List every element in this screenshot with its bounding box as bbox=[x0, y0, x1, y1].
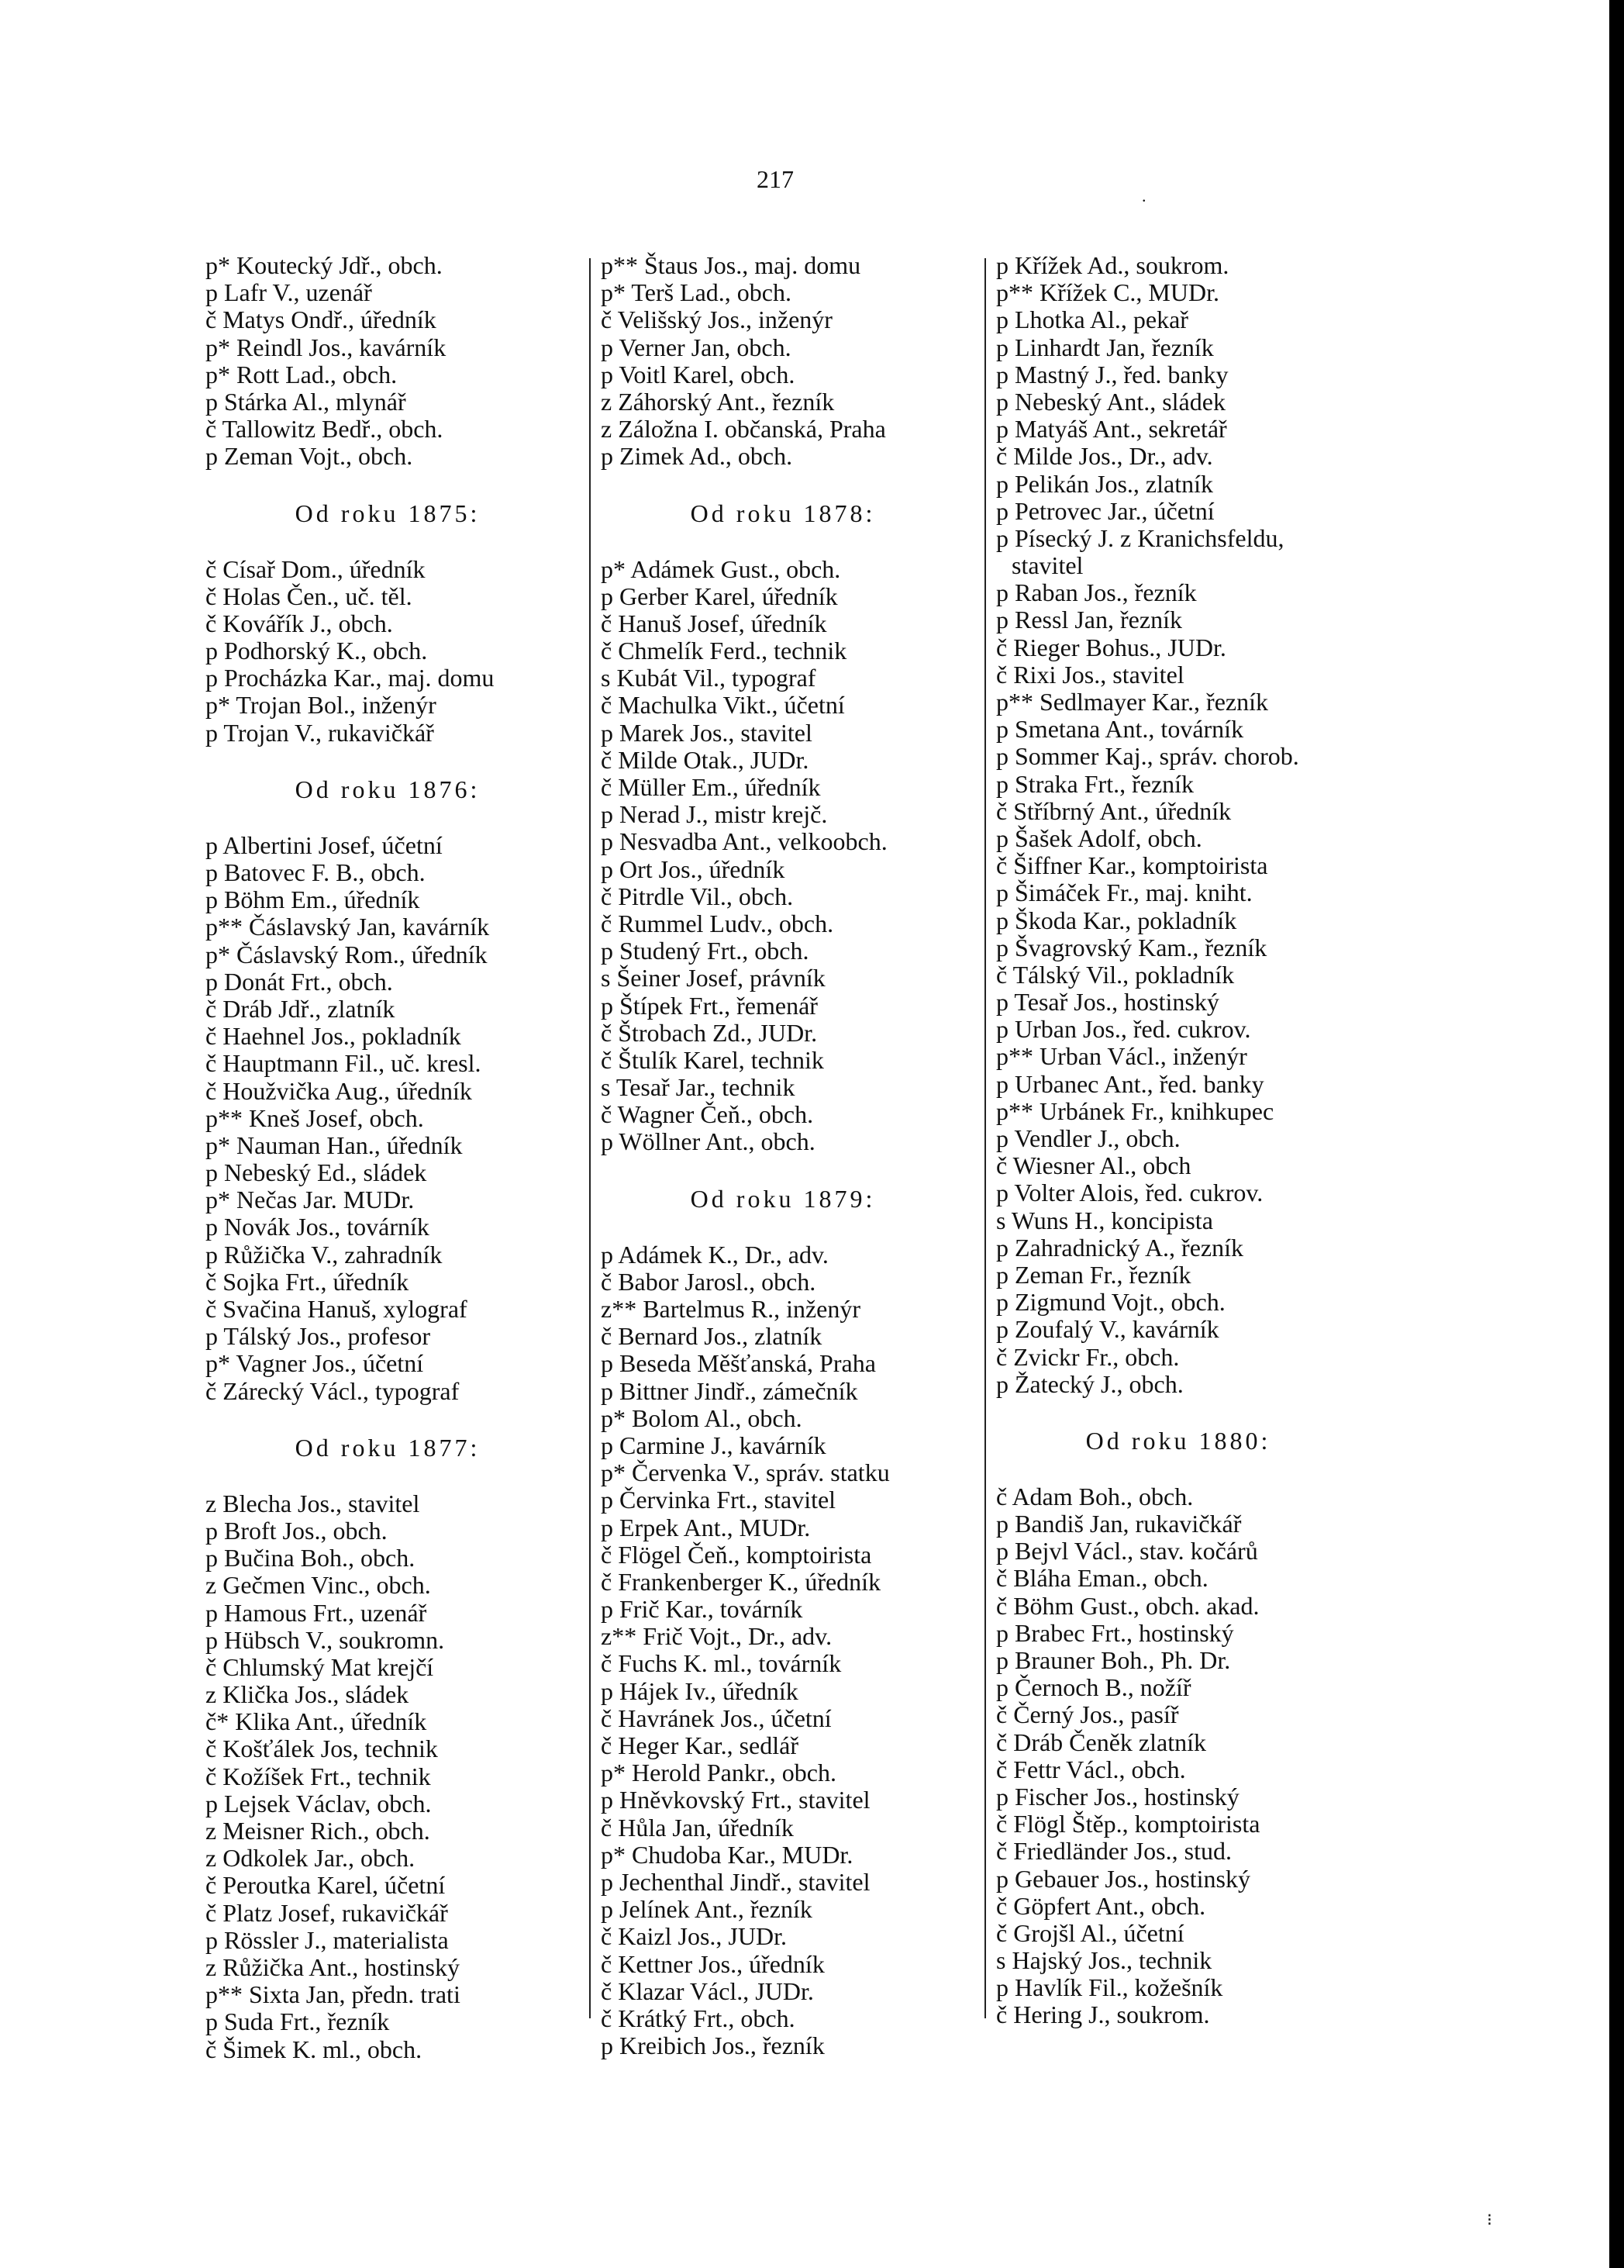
register-entry: z Růžička Ant., hostinský bbox=[205, 1952, 460, 1981]
register-entry: č Göpfert Ant., obch. bbox=[996, 1891, 1206, 1920]
register-entry: p Fischer Jos., hostinský bbox=[996, 1782, 1240, 1811]
register-entry: p* Chudoba Kar., MUDr. bbox=[601, 1840, 853, 1869]
section-heading: Od roku 1876: bbox=[295, 775, 481, 803]
register-entry: p Mastný J., řed. banky bbox=[996, 360, 1229, 388]
register-entry: č Kettner Jos., úředník bbox=[601, 1949, 825, 1978]
register-entry: č Adam Boh., obch. bbox=[996, 1482, 1194, 1510]
register-entry: č Havránek Jos., účetní bbox=[601, 1704, 832, 1732]
register-entry: č Hering J., soukrom. bbox=[996, 2000, 1210, 2029]
register-entry: p** Křížek C., MUDr. bbox=[996, 278, 1219, 307]
register-entry: č Dráb Jdř., zlatník bbox=[205, 994, 395, 1023]
register-entry: p** Urbánek Fr., knihkupec bbox=[996, 1096, 1274, 1125]
register-entry: p Hájek Iv., úředník bbox=[601, 1676, 798, 1705]
register-entry: p Verner Jan, obch. bbox=[601, 333, 791, 361]
register-entry: s Kubát Vil., typograf bbox=[601, 664, 816, 692]
register-entry: č Rixi Jos., stavitel bbox=[996, 660, 1184, 689]
register-entry: p* Rott Lad., obch. bbox=[205, 360, 398, 388]
register-entry: p Žatecký J., obch. bbox=[996, 1369, 1184, 1398]
register-entry: p Studený Frt., obch. bbox=[601, 937, 809, 965]
register-entry: p Ort Jos., úředník bbox=[601, 854, 785, 883]
register-entry: p Černoch B., nožíř bbox=[996, 1673, 1191, 1702]
register-entry: p Zimek Ad., obch. bbox=[601, 442, 793, 471]
register-entry: p Straka Frt., řezník bbox=[996, 769, 1195, 798]
register-entry: p Trojan V., rukavičkář bbox=[205, 718, 434, 747]
register-entry: p Suda Frt., řezník bbox=[205, 2007, 390, 2036]
register-entry: p Marek Jos., stavitel bbox=[601, 718, 812, 747]
register-entry: z Záhorský Ant., řezník bbox=[601, 387, 835, 416]
register-entry: č Milde Jos., Dr., adv. bbox=[996, 442, 1213, 471]
register-entry: č Böhm Gust., obch. akad. bbox=[996, 1591, 1260, 1620]
register-entry: č Machulka Vikt., účetní bbox=[601, 691, 845, 720]
register-entry: p** Štaus Jos., maj. domu bbox=[601, 251, 861, 279]
register-entry: z Meisner Rich., obch. bbox=[205, 1817, 430, 1845]
section-heading: Od roku 1880: bbox=[1085, 1426, 1271, 1455]
register-entry: č Kovářík J., obch. bbox=[205, 609, 393, 637]
register-entry: p Raban Jos., řezník bbox=[996, 578, 1197, 607]
register-entry: p Červinka Frt., stavitel bbox=[601, 1486, 836, 1514]
register-entry: č Císař Dom., úředník bbox=[205, 554, 426, 583]
register-entry: č Šiffner Kar., komptoirista bbox=[996, 851, 1268, 880]
register-entry: č Hůla Jan, úředník bbox=[601, 1813, 794, 1842]
register-entry: z Klička Jos., sládek bbox=[205, 1680, 409, 1709]
column-1 bbox=[205, 252, 570, 2063]
register-entry: č Kaizl Jos., JUDr. bbox=[601, 1922, 787, 1951]
register-entry: p Nesvadba Ant., velkoobch. bbox=[601, 827, 888, 856]
register-entry: z** Frič Vojt., Dr., adv. bbox=[601, 1622, 833, 1651]
register-entry: p Wöllner Ant., obch. bbox=[601, 1127, 815, 1156]
column-3 bbox=[996, 252, 1360, 2029]
register-entry: p* Nauman Han., úředník bbox=[205, 1131, 463, 1159]
register-entry: p Šimáček Fr., maj. kniht. bbox=[996, 879, 1253, 907]
register-entry: p Petrovec Jar., účetní bbox=[996, 496, 1215, 525]
register-entry: p Stárka Al., mlynář bbox=[205, 387, 406, 416]
register-entry: p** Kneš Josef, obch. bbox=[205, 1103, 424, 1132]
register-entry: č Wiesner Al., obch bbox=[996, 1151, 1191, 1180]
register-entry: p* Vagner Jos., účetní bbox=[205, 1349, 424, 1378]
register-entry: p Písecký J. z Kranichsfeldu, bbox=[996, 523, 1284, 552]
register-entry: p Nebeský Ed., sládek bbox=[205, 1158, 427, 1187]
register-entry: p Hamous Frt., uzenář bbox=[205, 1598, 427, 1627]
register-entry: č Matys Ondř., úředník bbox=[205, 306, 436, 334]
register-entry: p** Sedlmayer Kar., řezník bbox=[996, 688, 1268, 716]
register-entry: p* Koutecký Jdř., obch. bbox=[205, 251, 443, 279]
register-entry: č Rieger Bohus., JUDr. bbox=[996, 633, 1226, 661]
margin-mark: ⁝ bbox=[1487, 2210, 1492, 2229]
register-entry: p Hněvkovský Frt., stavitel bbox=[601, 1786, 871, 1814]
register-entry: z Odkolek Jar., obch. bbox=[205, 1844, 415, 1873]
register-entry: č Holas Čen., uč. těl. bbox=[205, 582, 412, 610]
register-entry: p Smetana Ant., továrník bbox=[996, 715, 1244, 744]
register-entry: č Bláha Eman., obch. bbox=[996, 1564, 1209, 1593]
register-entry: p Švagrovský Kam., řezník bbox=[996, 933, 1267, 961]
register-entry: p Havlík Fil., kožešník bbox=[996, 1973, 1223, 2002]
register-entry: č Flögel Čeň., komptoirista bbox=[601, 1540, 872, 1569]
register-entry: p** Čáslavský Jan, kavárník bbox=[205, 913, 490, 941]
register-entry: s Hajský Jos., technik bbox=[996, 1946, 1212, 1975]
register-entry: p Vendler J., obch. bbox=[996, 1124, 1181, 1152]
register-entry: č Heger Kar., sedlář bbox=[601, 1731, 798, 1759]
register-entry: p Šašek Adolf, obch. bbox=[996, 823, 1202, 852]
register-entry: p* Bolom Al., obch. bbox=[601, 1403, 802, 1432]
register-entry: p** Sixta Jan, předn. trati bbox=[205, 1980, 460, 2009]
register-entry: č Milde Otak., JUDr. bbox=[601, 745, 809, 774]
register-entry: č Rummel Ludv., obch. bbox=[601, 909, 834, 937]
column-divider bbox=[984, 258, 986, 2018]
register-entry: s Šeiner Josef, právník bbox=[601, 964, 826, 992]
register-entry: s Wuns H., koncipista bbox=[996, 1206, 1213, 1234]
register-entry: č Müller Em., úředník bbox=[601, 773, 821, 801]
register-entry: č Krátký Frt., obch. bbox=[601, 2004, 795, 2032]
register-entry: p Podhorský K., obch. bbox=[205, 637, 428, 665]
register-entry: p* Čáslavský Rom., úředník bbox=[205, 940, 488, 968]
register-entry: p Frič Kar., továrník bbox=[601, 1595, 803, 1624]
register-entry: p Erpek Ant., MUDr. bbox=[601, 1513, 811, 1541]
register-entry: č Zárecký Václ., typograf bbox=[205, 1376, 460, 1405]
register-entry: p Brabec Frt., hostinský bbox=[996, 1618, 1234, 1647]
register-entry: p Nerad J., mistr krejč. bbox=[601, 800, 828, 829]
register-entry: č Tallowitz Bedř., obch. bbox=[205, 415, 443, 444]
register-entry: p** Urban Václ., inženýr bbox=[996, 1042, 1247, 1071]
register-entry: p Carmine J., kavárník bbox=[601, 1431, 826, 1459]
column-divider bbox=[589, 258, 591, 2018]
register-entry: p Albertini Josef, účetní bbox=[205, 830, 443, 859]
register-entry: č Klazar Václ., JUDr. bbox=[601, 1976, 814, 2005]
register-entry: č Tálský Vil., pokladník bbox=[996, 960, 1235, 989]
register-entry: p* Červenka V., správ. statku bbox=[601, 1458, 890, 1487]
register-entry: č Sojka Frt., úředník bbox=[205, 1267, 409, 1296]
register-entry: p Batovec F. B., obch. bbox=[205, 858, 426, 886]
register-entry: č Pitrdle Vil., obch. bbox=[601, 882, 794, 910]
register-entry: p Lafr V., uzenář bbox=[205, 278, 372, 307]
register-entry: p Böhm Em., úředník bbox=[205, 885, 420, 914]
register-entry: p Zoufalý V., kavárník bbox=[996, 1315, 1219, 1344]
register-entry: p Jelínek Ant., řezník bbox=[601, 1895, 812, 1924]
register-entry: p Tálský Jos., profesor bbox=[205, 1322, 431, 1351]
register-entry: p* Herold Pankr., obch. bbox=[601, 1759, 836, 1787]
register-entry: č Zvickr Fr., obch. bbox=[996, 1342, 1180, 1371]
register-entry: p Volter Alois, řed. cukrov. bbox=[996, 1179, 1264, 1207]
register-entry: p Tesař Jos., hostinský bbox=[996, 988, 1219, 1017]
register-entry: z** Bartelmus R., inženýr bbox=[601, 1295, 861, 1323]
register-entry: z Blecha Jos., stavitel bbox=[205, 1489, 420, 1517]
register-entry: p Ressl Jan, řezník bbox=[996, 606, 1182, 634]
register-entry: p Bandiš Jan, rukavičkář bbox=[996, 1510, 1242, 1538]
stray-mark: . bbox=[1142, 186, 1146, 205]
register-entry: p Zahradnický A., řezník bbox=[996, 1233, 1243, 1262]
section-heading: Od roku 1878: bbox=[690, 499, 876, 527]
register-entry: č Šimek K. ml., obch. bbox=[205, 2035, 422, 2063]
register-entry: č Wagner Čeň., obch. bbox=[601, 1100, 814, 1129]
register-entry: p Bučina Boh., obch. bbox=[205, 1544, 415, 1572]
register-entry: p Urban Jos., řed. cukrov. bbox=[996, 1015, 1251, 1044]
register-entry: p Voitl Karel, obch. bbox=[601, 360, 795, 388]
register-entry: č Peroutka Karel, účetní bbox=[205, 1871, 446, 1900]
register-entry: č Dráb Čeněk zlatník bbox=[996, 1728, 1206, 1756]
register-entry: č Bernard Jos., zlatník bbox=[601, 1322, 822, 1351]
register-entry: p Bittner Jindř., zámečník bbox=[601, 1376, 858, 1405]
section-heading: Od roku 1877: bbox=[295, 1433, 481, 1462]
register-entry: s Tesař Jar., technik bbox=[601, 1073, 795, 1102]
register-entry: č Stříbrný Ant., úředník bbox=[996, 796, 1232, 825]
register-entry: p* Trojan Bol., inženýr bbox=[205, 691, 436, 720]
register-entry: p Gebauer Jos., hostinský bbox=[996, 1864, 1250, 1893]
register-entry: č Štrobach Zd., JUDr. bbox=[601, 1018, 818, 1047]
register-entry: p Hübsch V., soukromn. bbox=[205, 1625, 445, 1654]
register-entry: p Pelikán Jos., zlatník bbox=[996, 469, 1213, 498]
register-entry: p Donát Frt., obch. bbox=[205, 967, 393, 996]
register-entry: p Bejvl Václ., stav. kočárů bbox=[996, 1537, 1258, 1566]
register-entry: č Svačina Hanuš, xylograf bbox=[205, 1295, 467, 1323]
register-entry: p Kreibich Jos., řezník bbox=[601, 2032, 825, 2060]
register-entry: p Novák Jos., továrník bbox=[205, 1213, 429, 1241]
register-entry: p* Adámek Gust., obch. bbox=[601, 554, 841, 583]
register-entry: p Lejsek Václav, obch. bbox=[205, 1789, 432, 1818]
register-entry: p Škoda Kar., pokladník bbox=[996, 906, 1237, 934]
register-entry: č Chmelík Ferd., technik bbox=[601, 637, 847, 665]
page-number: 217 bbox=[757, 165, 794, 193]
register-entry: p Růžička V., zahradník bbox=[205, 1240, 443, 1269]
register-entry: č Babor Jarosl., obch. bbox=[601, 1267, 816, 1296]
register-entry: č Chlumský Mat krejčí bbox=[205, 1652, 434, 1681]
register-entry: č Hauptmann Fil., uč. kresl. bbox=[205, 1049, 481, 1078]
register-entry: p Urbanec Ant., řed. banky bbox=[996, 1069, 1264, 1098]
register-entry: č Štulík Karel, technik bbox=[601, 1045, 824, 1074]
register-entry: p Beseda Měšťanská, Praha bbox=[601, 1349, 876, 1378]
register-entry: p Adámek K., Dr., adv. bbox=[601, 1240, 829, 1269]
register-entry: p Rössler J., materialista bbox=[205, 1925, 449, 1954]
register-entry: p Broft Jos., obch. bbox=[205, 1516, 388, 1545]
register-entry: stavitel bbox=[1012, 551, 1084, 580]
register-entry: č Friedländer Jos., stud. bbox=[996, 1837, 1232, 1866]
register-entry: p* Terš Lad., obch. bbox=[601, 278, 791, 307]
register-entry: p Nebeský Ant., sládek bbox=[996, 387, 1226, 416]
register-entry: p Zeman Fr., řezník bbox=[996, 1260, 1191, 1289]
register-entry: p* Nečas Jar. MUDr. bbox=[205, 1186, 415, 1214]
register-entry: z Gečmen Vinc., obch. bbox=[205, 1571, 431, 1600]
register-entry: p Zigmund Vojt., obch. bbox=[996, 1288, 1226, 1317]
section-heading: Od roku 1875: bbox=[295, 499, 481, 527]
register-entry: č Velišský Jos., inženýr bbox=[601, 306, 833, 334]
register-entry: p Jechenthal Jindř., stavitel bbox=[601, 1867, 871, 1896]
column-2 bbox=[601, 252, 965, 2059]
register-entry: č Košťálek Jos, technik bbox=[205, 1735, 438, 1763]
register-entry: č Fuchs K. ml., továrník bbox=[601, 1649, 842, 1678]
register-entry: č Houžvička Aug., úředník bbox=[205, 1076, 472, 1105]
register-entry: č Grojšl Al., účetní bbox=[996, 1918, 1184, 1947]
register-entry: č Platz Josef, rukavičkář bbox=[205, 1898, 448, 1927]
register-entry: č Černý Jos., pasíř bbox=[996, 1700, 1179, 1729]
register-entry: z Záložna I. občanská, Praha bbox=[601, 415, 886, 444]
register-entry: p Štípek Frt., řemenář bbox=[601, 991, 818, 1020]
register-entry: č Fettr Václ., obch. bbox=[996, 1755, 1186, 1783]
register-entry: p Lhotka Al., pekař bbox=[996, 306, 1188, 334]
register-entry: p Procházka Kar., maj. domu bbox=[205, 664, 495, 692]
register-entry: p Linhardt Jan, řezník bbox=[996, 333, 1214, 361]
register-entry: p Sommer Kaj., správ. chorob. bbox=[996, 742, 1299, 771]
register-entry: p Matyáš Ant., sekretář bbox=[996, 415, 1227, 444]
register-entry: č Haehnel Jos., pokladník bbox=[205, 1022, 461, 1051]
register-entry: p Gerber Karel, úředník bbox=[601, 582, 838, 610]
register-entry: č Frankenberger K., úředník bbox=[601, 1567, 881, 1596]
register-entry: č Flögl Štěp., komptoirista bbox=[996, 1810, 1260, 1838]
register-entry: p* Reindl Jos., kavárník bbox=[205, 333, 447, 361]
section-heading: Od roku 1879: bbox=[690, 1184, 876, 1213]
register-entry: p Zeman Vojt., obch. bbox=[205, 442, 413, 471]
register-entry: č Hanuš Josef, úředník bbox=[601, 609, 827, 637]
register-entry: p Brauner Boh., Ph. Dr. bbox=[996, 1646, 1231, 1674]
register-entry: č Kožíšek Frt., technik bbox=[205, 1762, 431, 1790]
register-entry: p Křížek Ad., soukrom. bbox=[996, 251, 1229, 279]
register-entry: č* Klika Ant., úředník bbox=[205, 1707, 427, 1736]
